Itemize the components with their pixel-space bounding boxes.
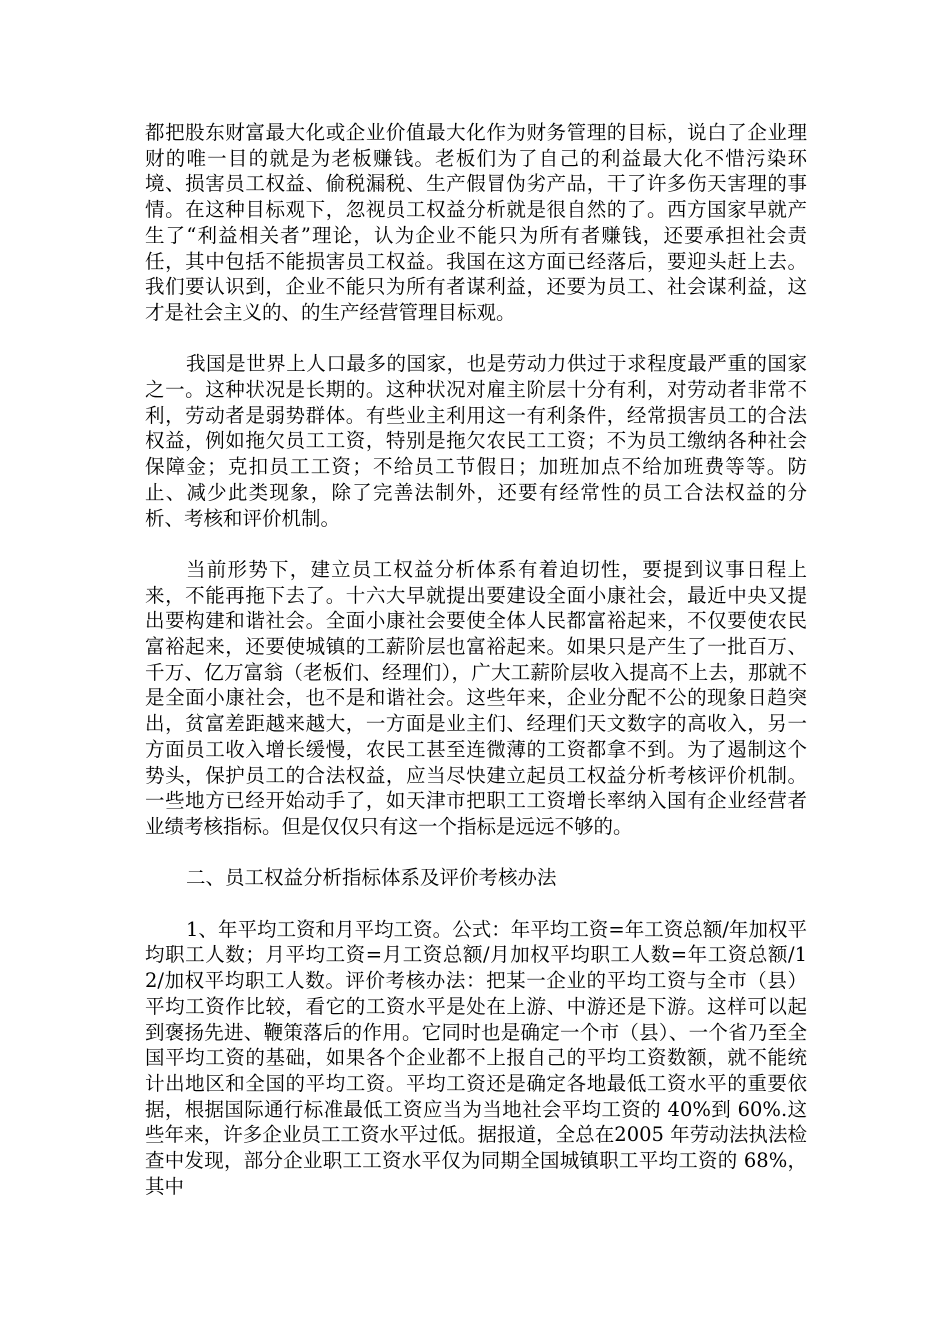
paragraph-item-1: 1、年平均工资和月平均工资。公式：年平均工资=年工资总额/年加权平均职工人数；月平均工资=月工资总额/月加权平均职工人数=年工资总额/12/加权平均职工人数。评价考核办法：把某一企业的平均工资与全市（县）平均工资作比较，看它的工资水平是处在上游、中游还是下游。这样可以起到褒扬先进、鞭策落后的作用。它同时也是确定一个市（县）、一个省乃至全国平均工资的基础，如果各个企业都不上报自己的平均工资数额，就不能统计出地区和全国的平均工资。平均工资还是确定各地最低工资水平的重要依据，根据国际通行标准最低工资应当为当地社会平均工资的 40%到 60%.这些年来，许多企业员工工资水平过低。据报道，全总在2005 年劳动法执法检查中发现，部分企业职工工资水平仅为同期全国城镇职工平均工资的 68%，其中 <box>145 917 807 1198</box>
document-page <box>145 120 807 1225</box>
section-heading: 二、员工权益分析指标体系及评价考核办法 <box>186 866 557 890</box>
paragraph-1: 都把股东财富最大化或企业价值最大化作为财务管理的目标，说白了企业理财的唯一目的就是为老板赚钱。老板们为了自己的利益最大化不惜污染环境、损害员工权益、偷税漏税、生产假冒伪劣产品，干了许多伤天害理的事情。在这种目标观下，忽视员工权益分析就是很自然的了。西方国家早就产生了“利益相关者”理论，认为企业不能只为所有者赚钱，还要承担社会责任，其中包括不能损害员工权益。我国在这方面已经落后，要迎头赶上去。我们要认识到，企业不能只为所有者谋利益，还要为员工、社会谋利益，这才是社会主义的、的生产经营管理目标观。 <box>145 121 807 324</box>
paragraph-3: 当前形势下，建立员工权益分析体系有着迫切性，要提到议事日程上来，不能再拖下去了。十六大早就提出要建设全面小康社会，最近中央又提出要构建和谐社会。全面小康社会要使全体人民都富裕起来，不仅要使农民富裕起来，还要使城镇的工薪阶层也富裕起来。如果只是产生了一批百万、千万、亿万富翁（老板们、经理们），广大工薪阶层收入提高不上去，那就不是全面小康社会，也不是和谐社会。这些年来，企业分配不公的现象日趋突出，贫富差距越来越大，一方面是业主们、经理们天文数字的高收入，另一方面员工收入增长缓慢，农民工甚至连微薄的工资都拿不到。为了遏制这个势头，保护员工的合法权益，应当尽快建立起员工权益分析考核评价机制。一些地方已经开始动手了，如天津市把职工工资增长率纳入国有企业经营者业绩考核指标。但是仅仅只有这一个指标是远远不够的。 <box>145 557 807 838</box>
paragraph-2: 我国是世界上人口最多的国家，也是劳动力供过于求程度最严重的国家之一。这种状况是长期的。这种状况对雇主阶层十分有利，对劳动者非常不利，劳动者是弱势群体。有些业主利用这一有利条件，经常损害员工的合法权益，例如拖欠员工工资，特别是拖欠农民工工资；不为员工缴纳各种社会保障金；克扣员工工资；不给员工节假日；加班加点不给加班费等等。防止、减少此类现象，除了完善法制外，还要有经常性的员工合法权益的分析、考核和评价机制。 <box>145 352 807 530</box>
